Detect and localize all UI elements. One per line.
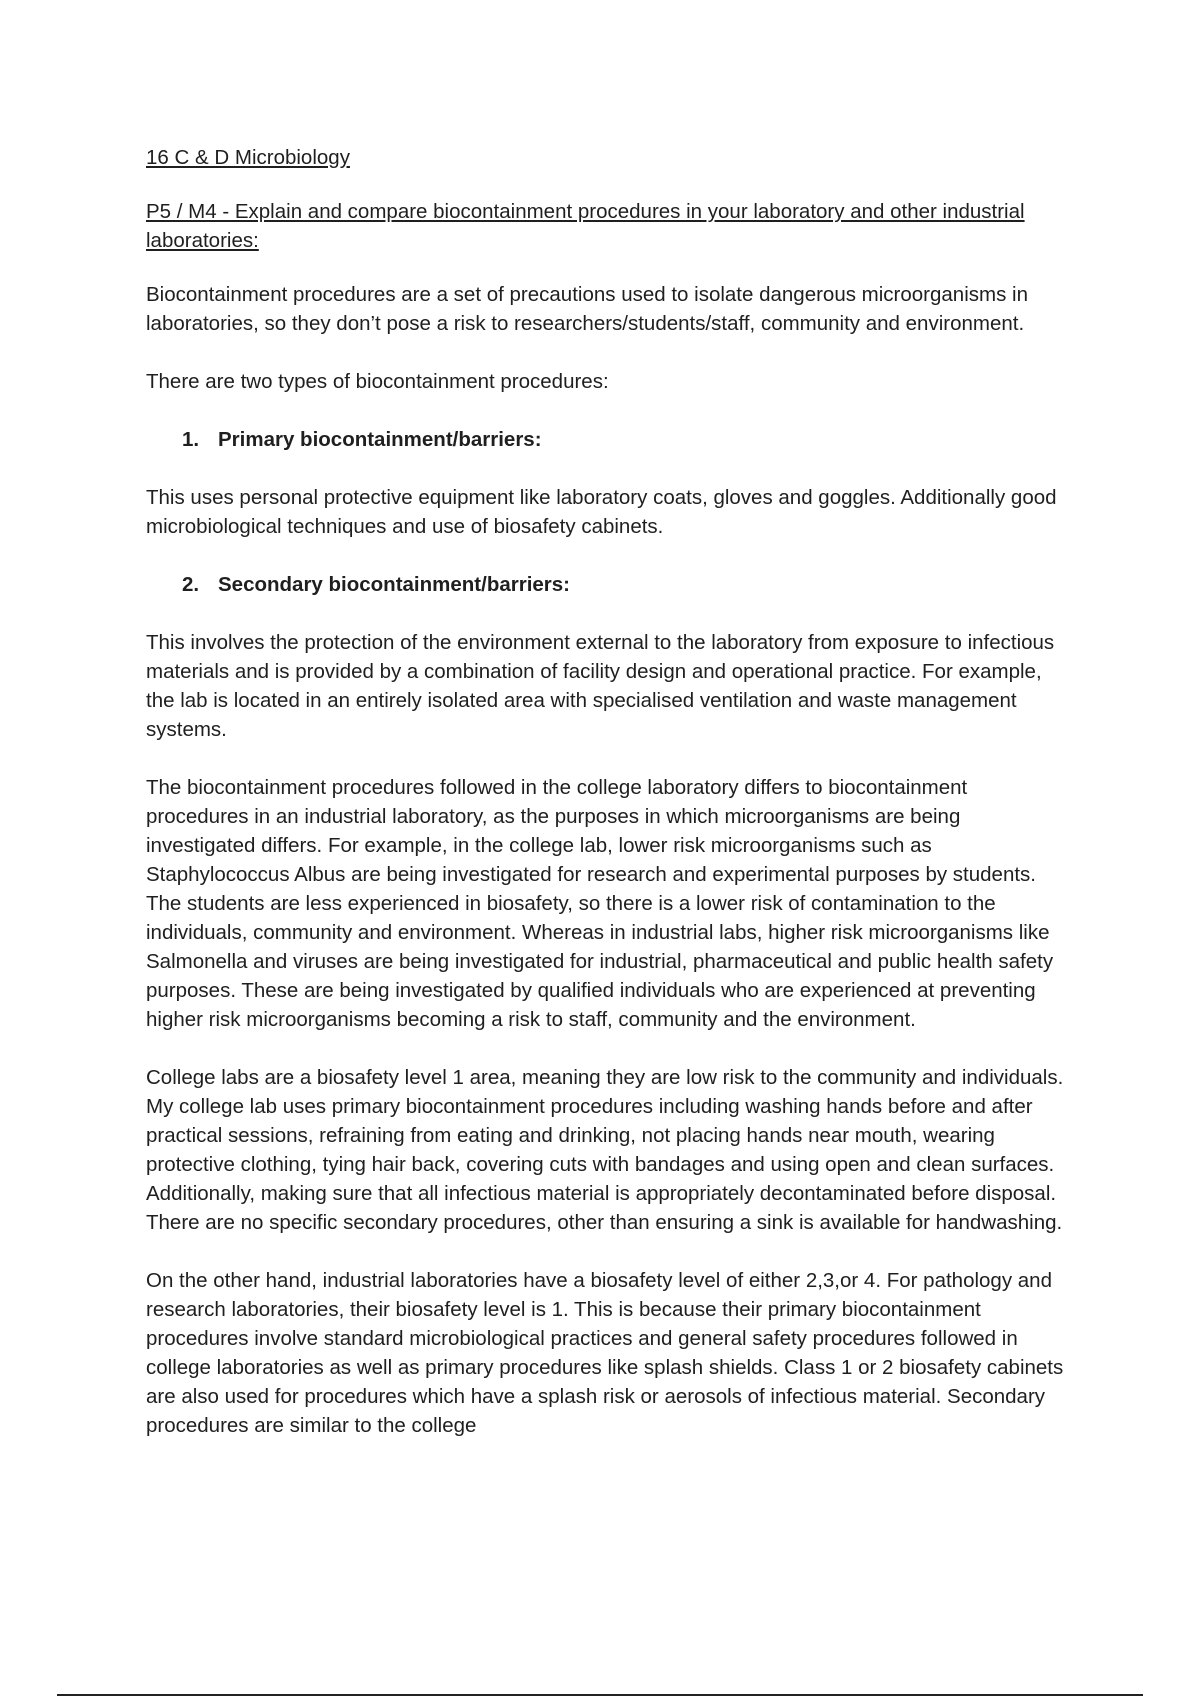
document-page xyxy=(146,143,1066,1469)
list-item-primary-heading xyxy=(182,425,1066,454)
course-title: 16 C & D Microbiology xyxy=(146,146,350,169)
task-title: P5 / M4 - Explain and compare biocontainment procedures in your laboratory and other industrial laboratories: xyxy=(146,200,1025,252)
list-number: 2. xyxy=(182,573,200,596)
list-item-secondary-heading xyxy=(182,570,1066,599)
intro-paragraph: Biocontainment procedures are a set of precautions used to isolate dangerous microorganisms in laboratories, so they don’t pose a risk to researchers/students/staff, community and environment. xyxy=(146,283,1028,335)
list-heading-text: Secondary biocontainment/barriers: xyxy=(218,573,571,596)
list-number: 1. xyxy=(182,428,200,451)
secondary-paragraph: This involves the protection of the environment external to the laboratory from exposure to infectious materials and is provided by a combination of facility design and operational practice. For example, the lab is located in an entirely isolated area with specialised ventilation and waste management systems. xyxy=(146,631,1055,741)
comparison-paragraph: The biocontainment procedures followed in the college laboratory differs to biocontainment procedures in an industrial laboratory, as the purposes in which microorganisms are being investigated differs. For example, in the college lab, lower risk microorganisms such as Staphylococcus Albus are being investigated for research and experimental purposes by students. The students are less experienced in biosafety, so there is a lower risk of contamination to the individuals, community and environment. Whereas in industrial labs, higher risk microorganisms like Salmonella and viruses are being investigated for industrial, pharmaceutical and public health safety purposes. These are being investigated by qualified individuals who are experienced at preventing higher risk microorganisms becoming a risk to staff, community and the environment. xyxy=(146,776,1054,1031)
page-bottom-divider xyxy=(57,1694,1143,1696)
list-heading-text: Primary biocontainment/barriers: xyxy=(218,428,542,451)
primary-paragraph: This uses personal protective equipment like laboratory coats, gloves and goggles. Additionally good microbiological techniques and use of biosafety cabinets. xyxy=(146,486,1057,538)
types-intro-paragraph: There are two types of biocontainment procedures: xyxy=(146,370,609,393)
college-paragraph: College labs are a biosafety level 1 area, meaning they are low risk to the community and individuals. My college lab uses primary biocontainment procedures including washing hands before and after practical sessions, refraining from eating and drinking, not placing hands near mouth, wearing protective clothing, tying hair back, covering cuts with bandages and using open and clean surfaces. Additionally, making sure that all infectious material is appropriately decontaminated before disposal. There are no specific secondary procedures, other than ensuring a sink is available for handwashing. xyxy=(146,1066,1064,1234)
industrial-paragraph: On the other hand, industrial laboratories have a biosafety level of either 2,3,or 4. For pathology and research laboratories, their biosafety level is 1. This is because their primary biocontainment procedures involve standard microbiological practices and general safety procedures followed in college laboratories as well as primary procedures like splash shields. Class 1 or 2 biosafety cabinets are also used for procedures which have a splash risk or aerosols of infectious material. Secondary procedures are similar to the college xyxy=(146,1269,1064,1437)
